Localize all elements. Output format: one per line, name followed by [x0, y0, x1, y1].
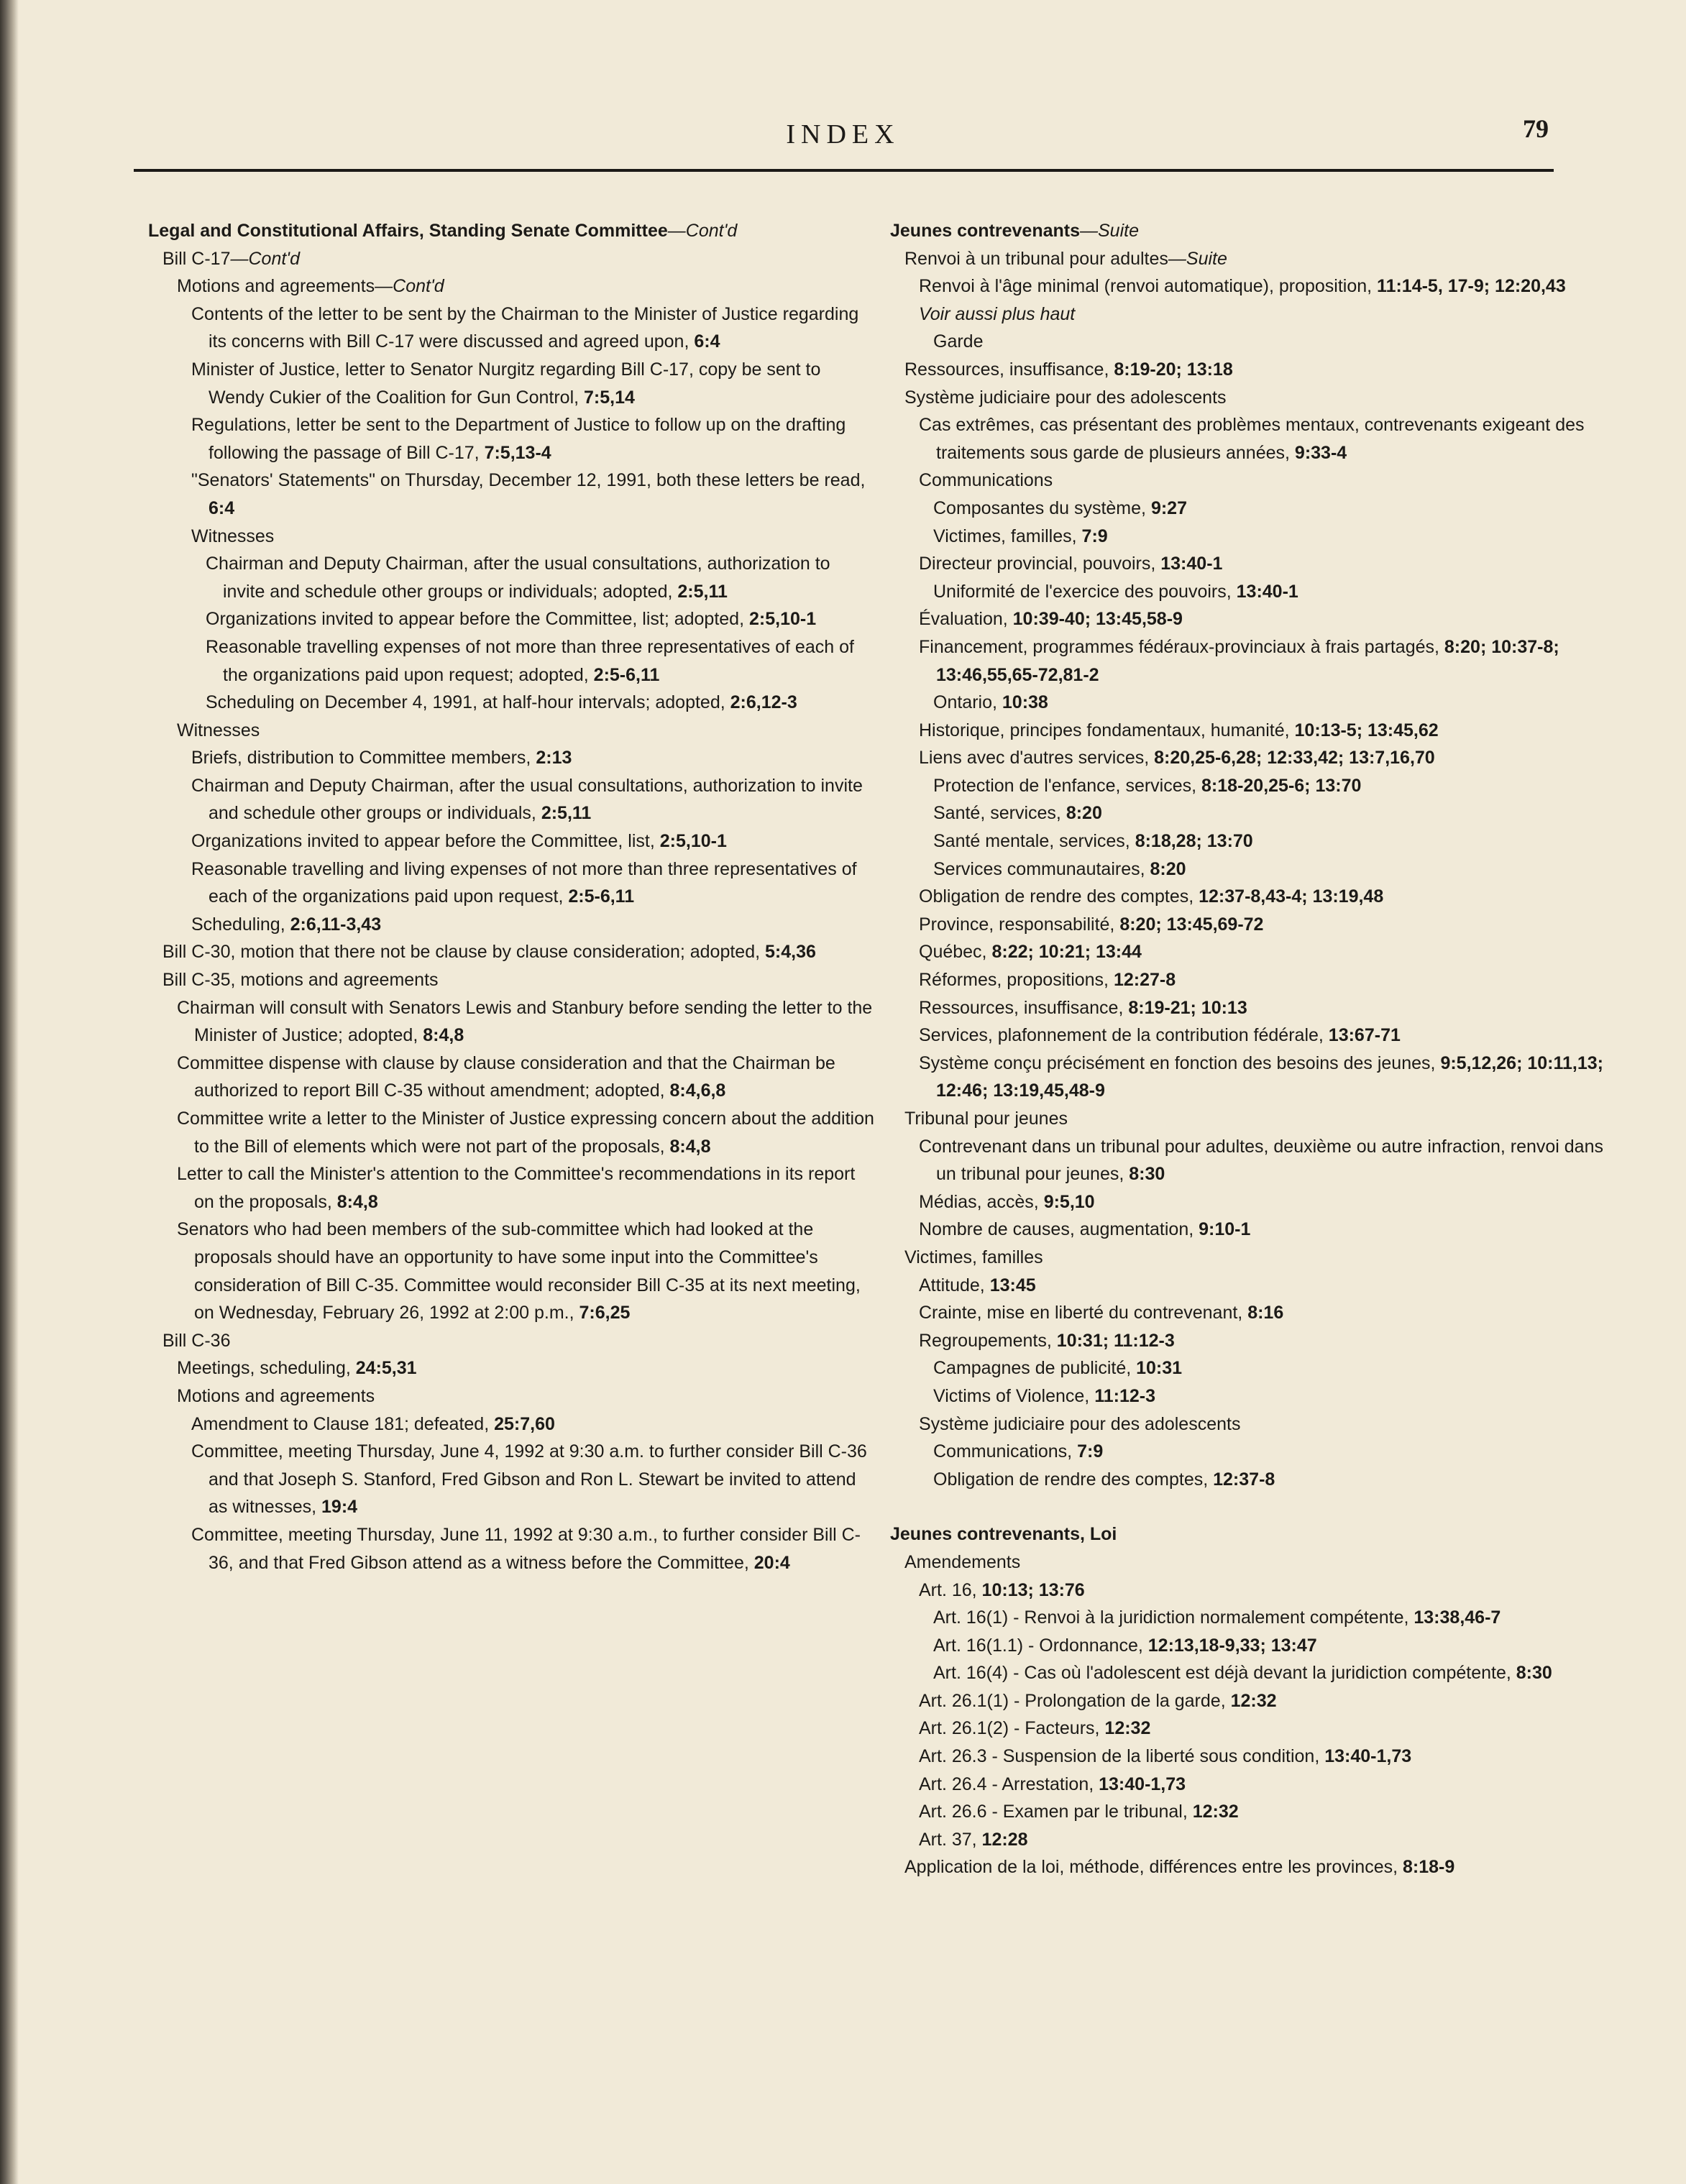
- index-entry: [890, 1327, 1616, 1355]
- index-entry: [148, 550, 874, 605]
- entry-text: Organizations invited to appear before the Committee, list,: [191, 831, 655, 852]
- index-entry: [148, 356, 874, 411]
- page-reference: 10:39-40; 13:45,58-9: [1012, 609, 1183, 630]
- index-entry: [148, 938, 874, 966]
- entry-text: Évaluation,: [919, 609, 1008, 630]
- page-reference: 9:5,12,26; 10:11,13; 12:46; 13:19,45,48-9: [936, 1052, 1603, 1101]
- index-entry: [890, 1659, 1616, 1687]
- index-entry: [890, 1022, 1616, 1050]
- page-reference: 2:5,10-1: [659, 831, 727, 852]
- entry-text: Obligation de rendre des comptes,: [933, 1469, 1209, 1490]
- entry-text: Santé mentale, services,: [933, 831, 1130, 852]
- page-reference: 13:45: [989, 1275, 1036, 1295]
- page-reference: 12:13,18-9,33; 13:47: [1147, 1635, 1317, 1656]
- entry-text: Santé, services,: [933, 803, 1061, 824]
- page-reference: 10:31: [1136, 1358, 1183, 1379]
- index-entry: [890, 245, 1616, 273]
- entry-text: Victimes, familles: [904, 1247, 1043, 1267]
- page-reference: 20:4: [753, 1552, 790, 1573]
- entry-text: Communications: [919, 470, 1053, 491]
- index-entry: [890, 633, 1616, 689]
- entry-text: Chairman and Deputy Chairman, after the usual consultations, authorization to invite and schedule other groups or individuals; adopted,: [206, 554, 830, 602]
- page-reference: 8:30: [1516, 1663, 1552, 1684]
- page-reference: 2:5-6,11: [568, 886, 635, 907]
- index-entry: [890, 1133, 1616, 1188]
- entry-text: Art. 26.1(1) - Prolongation de la garde,: [919, 1690, 1226, 1711]
- entry-text: Liens avec d'autres services,: [919, 748, 1150, 768]
- index-entry: [148, 1216, 874, 1326]
- entry-text: Committee dispense with clause by clause consideration and that the Chairman be authorized to report Bill C-35 without amendment; adopted,: [177, 1052, 835, 1101]
- page-reference: 8:19-20; 13:18: [1114, 359, 1233, 380]
- page-reference: 9:27: [1150, 497, 1187, 518]
- entry-text: Jeunes contrevenants, Loi: [890, 1524, 1117, 1545]
- page-reference: 2:5,10-1: [749, 609, 817, 630]
- page-reference: 13:40-1: [1160, 554, 1223, 574]
- index-entry: [148, 605, 874, 633]
- index-entry: [148, 855, 874, 911]
- index-entry: [148, 1521, 874, 1577]
- entry-text: Jeunes contrevenants: [890, 221, 1080, 241]
- entry-text: Protection de l'enfance, services,: [933, 775, 1197, 796]
- page-reference: 25:7,60: [494, 1413, 555, 1434]
- index-entry: [890, 1410, 1616, 1439]
- entry-text: Amendment to Clause 181; defeated,: [191, 1413, 490, 1434]
- entry-text: Committee write a letter to the Minister of Justice expressing concern about the addition to the Bill of elements which were not part of the proposals,: [177, 1109, 874, 1157]
- index-entry: [890, 384, 1616, 412]
- entry-text: Scheduling,: [191, 914, 285, 935]
- index-entry: [890, 1272, 1616, 1300]
- index-entry: [890, 1244, 1616, 1272]
- page-reference: 13:40-1: [1236, 581, 1298, 602]
- page-reference: 8:20; 13:45,69-72: [1119, 914, 1264, 935]
- index-entry: [148, 523, 874, 551]
- index-entry: [890, 938, 1616, 966]
- page-reference: 2:5-6,11: [593, 664, 660, 685]
- index-entry: [890, 1354, 1616, 1382]
- page-reference: 6:4: [694, 331, 720, 352]
- page-reference: 13:40-1,73: [1324, 1746, 1412, 1767]
- entry-text: Renvoi à un tribunal pour adultes: [904, 248, 1168, 269]
- page-reference: 8:19-21; 10:13: [1128, 997, 1247, 1018]
- entry-text: Voir aussi plus haut: [919, 303, 1076, 324]
- index-entry: [148, 1160, 874, 1216]
- entry-text: Senators who had been members of the sub-committee which had looked at the proposals should have an opportunity to have some input into the Committee's consideration of Bill C-35. Committee would reconsider Bill C-35 at its next meeting, on Wednesday, February 26, 1992 at 2:00 p.m.,: [177, 1219, 861, 1323]
- index-entry: [890, 605, 1616, 633]
- page-reference: 7:5,14: [584, 387, 635, 408]
- page-number: 79: [1523, 114, 1549, 143]
- index-entry: [890, 689, 1616, 717]
- page-reference: 8:4,8: [423, 1025, 464, 1046]
- index-entry: [148, 467, 874, 522]
- entry-text: Garde: [933, 331, 984, 352]
- index-entry: [890, 1188, 1616, 1216]
- page-reference: 2:6,12-3: [730, 692, 797, 713]
- index-entry: [890, 550, 1616, 578]
- index-entry: [148, 744, 874, 772]
- running-header: INDEX: [786, 119, 900, 150]
- index-entry: [148, 1354, 874, 1382]
- entry-text: Bill C-30, motion that there not be clause by clause consideration; adopted,: [162, 942, 761, 963]
- section-gap: [890, 1493, 1616, 1520]
- page-reference: 8:20,25-6,28; 12:33,42; 13:7,16,70: [1154, 748, 1435, 768]
- index-entry: [890, 1687, 1616, 1715]
- entry-text: "Senators' Statements" on Thursday, December 12, 1991, both these letters be read,: [191, 470, 866, 491]
- entry-text: Québec,: [919, 942, 987, 963]
- index-entry: [890, 827, 1616, 855]
- entry-text: Système judiciaire pour des adolescents: [904, 387, 1227, 408]
- continued-marker: —Cont'd: [375, 276, 444, 297]
- page-reference: 8:18,28; 13:70: [1135, 831, 1253, 852]
- entry-text: Tribunal pour jeunes: [904, 1109, 1068, 1129]
- index-entry: [148, 689, 874, 717]
- page-binding-edge: [0, 0, 19, 2184]
- index-entry: [890, 1577, 1616, 1605]
- entry-text: Art. 16(1.1) - Ordonnance,: [933, 1635, 1143, 1656]
- entry-text: Nombre de causes, augmentation,: [919, 1219, 1194, 1240]
- index-heading: [890, 217, 1616, 245]
- entry-text: Système judiciaire pour des adolescents: [919, 1413, 1241, 1434]
- index-entry: [890, 1466, 1616, 1494]
- index-entry: [890, 495, 1616, 523]
- index-entry: [890, 328, 1616, 356]
- page-reference: 10:31; 11:12-3: [1056, 1330, 1175, 1351]
- index-entry: [890, 300, 1616, 329]
- page-reference: 13:38,46-7: [1414, 1607, 1501, 1628]
- index-entry: [890, 1548, 1616, 1577]
- page-reference: 5:4,36: [765, 942, 816, 963]
- page-reference: 19:4: [321, 1497, 358, 1518]
- index-entry: [148, 994, 874, 1050]
- index-entry: [890, 1382, 1616, 1410]
- entry-text: Minister of Justice, letter to Senator Nurgitz regarding Bill C-17, copy be sent to Wendy Cukier of the Coalition for Gun Control,: [191, 359, 821, 408]
- entry-text: Art. 26.6 - Examen par le tribunal,: [919, 1802, 1188, 1822]
- index-entry: [890, 1715, 1616, 1743]
- index-entry: [148, 911, 874, 939]
- entry-text: Bill C-35, motions and agreements: [162, 970, 439, 991]
- index-entry: [148, 827, 874, 855]
- entry-text: Art. 26.4 - Arrestation,: [919, 1774, 1094, 1794]
- index-entry: [148, 1382, 874, 1410]
- page-reference: 7:5,13-4: [484, 442, 551, 463]
- entry-text: Amendements: [904, 1551, 1021, 1572]
- index-entry: [148, 1410, 874, 1439]
- entry-text: Obligation de rendre des comptes,: [919, 886, 1194, 907]
- page-reference: 8:22; 10:21; 13:44: [991, 942, 1142, 963]
- page-reference: 8:4,6,8: [669, 1080, 726, 1101]
- page-reference: 8:20: [1066, 803, 1102, 824]
- entry-text: Historique, principes fondamentaux, humanité,: [919, 720, 1290, 740]
- index-entry: [890, 1050, 1616, 1105]
- page-reference: 8:30: [1129, 1164, 1165, 1185]
- page-reference: 2:6,11-3,43: [290, 914, 382, 935]
- index-entry: [890, 1438, 1616, 1466]
- entry-text: Art. 26.1(2) - Facteurs,: [919, 1718, 1100, 1739]
- page-reference: 8:20: [1150, 858, 1186, 879]
- entry-text: Composantes du système,: [933, 497, 1146, 518]
- index-entry: [148, 1327, 874, 1355]
- index-entry: [148, 772, 874, 827]
- page-reference: 8:16: [1247, 1303, 1284, 1323]
- page-reference: 12:28: [981, 1829, 1028, 1850]
- entry-text: Bill C-17: [162, 248, 231, 269]
- entry-text: Art. 16(1) - Renvoi à la juridiction normalement compétente,: [933, 1607, 1409, 1628]
- page-reference: 13:67-71: [1328, 1025, 1401, 1046]
- entry-text: Witnesses: [177, 720, 260, 740]
- entry-text: Organizations invited to appear before the Committee, list; adopted,: [206, 609, 745, 630]
- entry-text: Chairman and Deputy Chairman, after the usual consultations, authorization to invite and schedule other groups or individuals,: [191, 775, 863, 824]
- header-rule: [134, 169, 1554, 172]
- entry-text: Attitude,: [919, 1275, 985, 1295]
- entry-text: Scheduling on December 4, 1991, at half-hour intervals; adopted,: [206, 692, 725, 713]
- index-entry: [890, 883, 1616, 911]
- entry-text: Art. 16,: [919, 1579, 977, 1600]
- index-column-right: [890, 217, 1616, 1881]
- index-entry: [890, 578, 1616, 606]
- index-entry: [148, 633, 874, 689]
- page-reference: 2:5,11: [677, 581, 728, 602]
- entry-text: Réformes, propositions,: [919, 970, 1109, 991]
- page-reference: 10:38: [1002, 692, 1048, 713]
- page-reference: 7:9: [1077, 1441, 1104, 1462]
- entry-text: Bill C-36: [162, 1330, 231, 1351]
- entry-text: Chairman will consult with Senators Lewis and Stanbury before sending the letter to the Minister of Justice; adopted,: [177, 997, 873, 1046]
- index-entry: [148, 272, 874, 300]
- entry-text: Campagnes de publicité,: [933, 1358, 1132, 1379]
- entry-text: Services communautaires,: [933, 858, 1145, 879]
- index-entry: [890, 1604, 1616, 1632]
- index-entry: [890, 1826, 1616, 1854]
- entry-text: Art. 16(4) - Cas où l'adolescent est déjà devant la juridiction compétente,: [933, 1663, 1511, 1684]
- continued-marker: —Cont'd: [667, 221, 738, 241]
- entry-text: Briefs, distribution to Committee members,: [191, 748, 531, 768]
- entry-text: Ressources, insuffisance,: [904, 359, 1109, 380]
- entry-text: Victims of Violence,: [933, 1385, 1090, 1406]
- page-reference: 6:4: [209, 497, 235, 518]
- page-reference: 12:37-8: [1213, 1469, 1275, 1490]
- page-reference: 7:9: [1081, 526, 1108, 546]
- index-entry: [890, 272, 1616, 300]
- page-reference: 10:13-5; 13:45,62: [1294, 720, 1439, 740]
- entry-text: Contrevenant dans un tribunal pour adultes, deuxième ou autre infraction, renvoi dans un tribunal pour jeunes,: [919, 1136, 1603, 1185]
- index-entry: [890, 1216, 1616, 1244]
- entry-text: Ontario,: [933, 692, 997, 713]
- index-entry: [148, 1105, 874, 1160]
- entry-text: Ressources, insuffisance,: [919, 997, 1124, 1018]
- continued-marker: —Suite: [1168, 248, 1227, 269]
- entry-text: Motions and agreements: [177, 276, 375, 297]
- entry-text: Witnesses: [191, 526, 275, 546]
- entry-text: Communications,: [933, 1441, 1073, 1462]
- continued-marker: —Cont'd: [230, 248, 300, 269]
- entry-text: Legal and Constitutional Affairs, Standing Senate Committee: [148, 221, 668, 241]
- index-entry: [890, 1743, 1616, 1771]
- index-entry: [890, 1632, 1616, 1660]
- index-entry: [890, 744, 1616, 772]
- page-reference: 12:37-8,43-4; 13:19,48: [1199, 886, 1384, 907]
- index-entry: [890, 1105, 1616, 1133]
- index-entry: [890, 772, 1616, 800]
- entry-text: Province, responsabilité,: [919, 914, 1115, 935]
- entry-text: Regulations, letter be sent to the Department of Justice to follow up on the drafting following the passage of Bill C-17,: [191, 415, 846, 463]
- index-heading: [890, 1520, 1616, 1548]
- entry-text: Regroupements,: [919, 1330, 1052, 1351]
- entry-text: Committee, meeting Thursday, June 4, 1992 at 9:30 a.m. to further consider Bill C-36 and that Joseph S. Stanford, Fred Gibson and Ron L. Stewart be invited to attend as witnesses,: [191, 1441, 867, 1518]
- page-reference: 8:4,8: [336, 1191, 378, 1212]
- entry-text: Motions and agreements: [177, 1385, 375, 1406]
- entry-text: Application de la loi, méthode, différences entre les provinces,: [904, 1857, 1398, 1878]
- entry-text: Letter to call the Minister's attention to the Committee's recommendations in its report on the proposals,: [177, 1164, 856, 1212]
- page-reference: 10:13; 13:76: [981, 1579, 1085, 1600]
- page-reference: 24:5,31: [355, 1358, 417, 1379]
- page-reference: 13:40-1,73: [1099, 1774, 1186, 1794]
- index-entry: [890, 1798, 1616, 1826]
- page-reference: 7:6,25: [579, 1303, 631, 1323]
- entry-text: Reasonable travelling and living expenses of not more than three representatives of each of the organizations paid upon request,: [191, 858, 857, 907]
- page-reference: 12:32: [1192, 1802, 1239, 1822]
- entry-text: Médias, accès,: [919, 1191, 1039, 1212]
- entry-text: Renvoi à l'âge minimal (renvoi automatique), proposition,: [919, 276, 1373, 297]
- index-entry: [890, 356, 1616, 384]
- continued-marker: —Suite: [1080, 221, 1139, 241]
- index-entry: [890, 799, 1616, 827]
- index-entry: [890, 523, 1616, 551]
- entry-text: Financement, programmes fédéraux-provinciaux à frais partagés,: [919, 636, 1439, 657]
- page-reference: 9:10-1: [1199, 1219, 1251, 1240]
- entry-text: Committee, meeting Thursday, June 11, 1992 at 9:30 a.m., to further consider Bill C-36, and that Fred Gibson attend as a witness before the Committee,: [191, 1524, 861, 1573]
- page-reference: 9:33-4: [1294, 442, 1347, 463]
- index-entry: [890, 1771, 1616, 1799]
- index-column-left: [148, 217, 874, 1577]
- entry-text: Directeur provincial, pouvoirs,: [919, 554, 1156, 574]
- index-heading: [148, 217, 874, 245]
- index-entry: [890, 855, 1616, 884]
- index-entry: [148, 1438, 874, 1521]
- entry-text: Meetings, scheduling,: [177, 1358, 351, 1379]
- index-entry: [148, 300, 874, 356]
- index-entry: [148, 717, 874, 745]
- page-reference: 9:5,10: [1043, 1191, 1095, 1212]
- page-reference: 2:13: [536, 748, 572, 768]
- entry-text: Cas extrêmes, cas présentant des problèmes mentaux, contrevenants exigeant des traitements sous garde de plusieurs années,: [919, 415, 1585, 463]
- index-entry: [148, 966, 874, 994]
- index-entry: [890, 717, 1616, 745]
- index-entry: [890, 1299, 1616, 1327]
- index-entry: [148, 245, 874, 273]
- index-entry: [148, 411, 874, 467]
- entry-text: Crainte, mise en liberté du contrevenant,: [919, 1303, 1243, 1323]
- entry-text: Contents of the letter to be sent by the Chairman to the Minister of Justice regarding its concerns with Bill C-17 were discussed and agreed upon,: [191, 303, 859, 352]
- page-reference: 12:32: [1104, 1718, 1151, 1739]
- page-reference: 2:5,11: [541, 803, 592, 824]
- entry-text: Système conçu précisément en fonction des besoins des jeunes,: [919, 1052, 1436, 1073]
- index-entry: [890, 911, 1616, 939]
- page-reference: 8:18-20,25-6; 13:70: [1201, 775, 1362, 796]
- entry-text: Victimes, familles,: [933, 526, 1077, 546]
- entry-text: Uniformité de l'exercice des pouvoirs,: [933, 581, 1232, 602]
- page-reference: 11:14-5, 17-9; 12:20,43: [1377, 276, 1566, 297]
- page-reference: 12:27-8: [1113, 970, 1176, 991]
- index-entry: [890, 966, 1616, 994]
- index-entry: [890, 467, 1616, 495]
- entry-text: Art. 26.3 - Suspension de la liberté sous condition,: [919, 1746, 1320, 1767]
- page-reference: 8:20; 10:37-8; 13:46,55,65-72,81-2: [936, 636, 1559, 685]
- index-entry: [890, 994, 1616, 1022]
- page-reference: 8:4,8: [669, 1136, 711, 1157]
- index-entry: [890, 1853, 1616, 1881]
- index-entry: [148, 1050, 874, 1105]
- entry-text: Reasonable travelling expenses of not more than three representatives of each of the organizations paid upon request; adopted,: [206, 636, 854, 685]
- index-entry: [890, 411, 1616, 467]
- page-reference: 8:18-9: [1403, 1857, 1455, 1878]
- page-reference: 12:32: [1230, 1690, 1277, 1711]
- entry-text: Services, plafonnement de la contribution fédérale,: [919, 1025, 1324, 1046]
- entry-text: Art. 37,: [919, 1829, 977, 1850]
- page-reference: 11:12-3: [1094, 1385, 1155, 1406]
